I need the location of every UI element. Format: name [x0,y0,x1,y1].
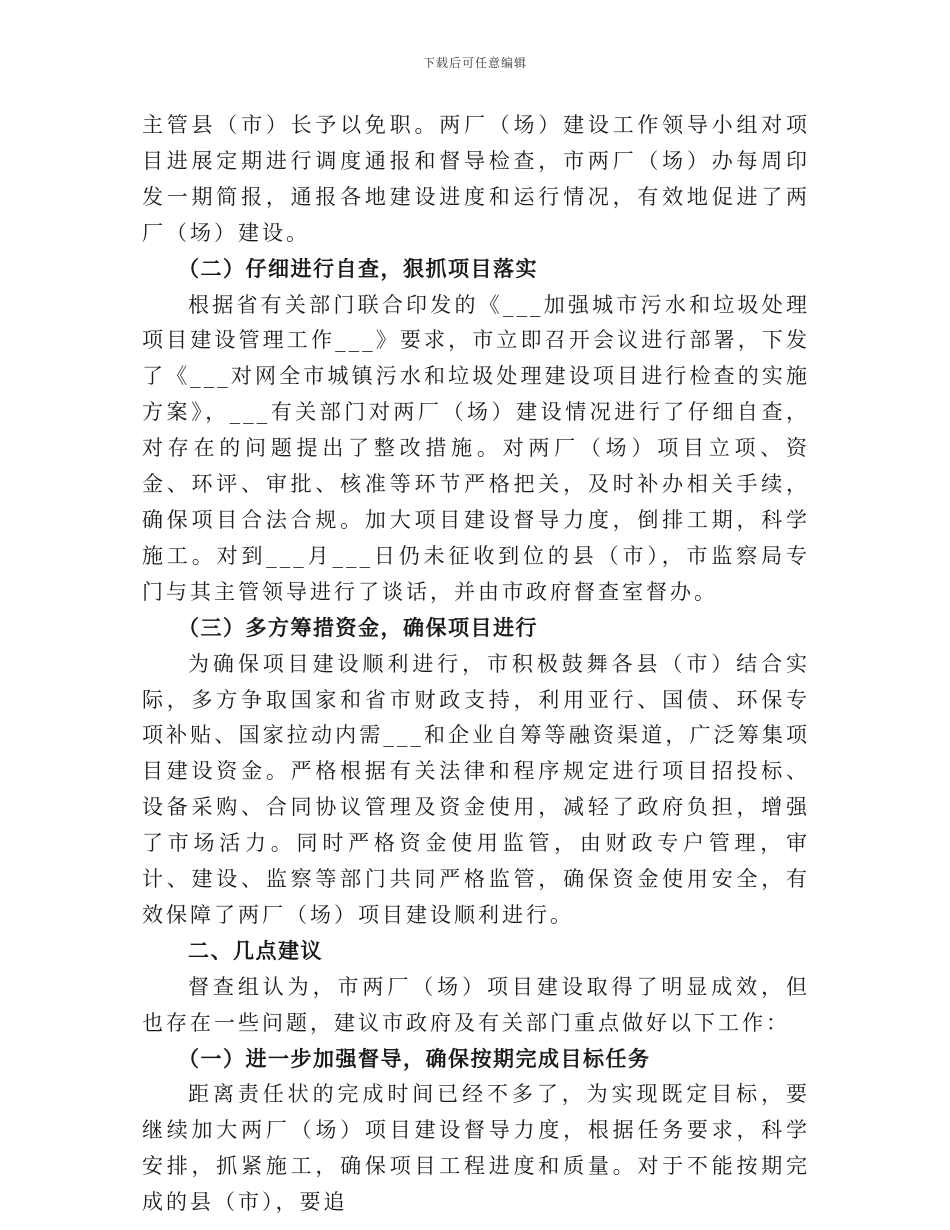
section-heading-3: （三）多方筹措资金，确保项目进行 [178,615,538,640]
paragraph-self-inspection: 根据省有关部门联合印发的《___加强城市污水和垃圾处理项目建设管理工作___》要求，市立即召开会议进行部署，下发了《___对网全市城镇污水和垃圾处理建设项目进行检查的实施方案》，___有关部门对两厂（场）建设情况进行了仔细自查，对存在的问题提出了整改措施。对两厂（场）项目立项、资金、环评、审批、核准等环节严格把关，及时补办相关手续，确保项目合法合规。加大项目建设督导力度，倒排工期，科学施工。对到___月___日仍未征收到位的县（市），市监察局专门与其主管领导进行了谈话，并由市政府督查室督办。 [142,292,810,604]
paragraph-inspection-opinion: 督查组认为，市两厂（场）项目建设取得了明显成效，但也存在一些问题，建议市政府及有关部门重点做好以下工作： [142,974,810,1035]
paragraph-supervision: 距离责任状的完成时间已经不多了，为实现既定目标，要继续加大两厂（场）项目建设督导力度，根据任务要求，科学安排，抓紧施工，确保项目工程进度和质量。对于不能按期完成的县（市），要追 [142,1082,810,1215]
main-heading-suggestions: 二、几点建议 [188,938,323,963]
document-body [142,108,810,1221]
page-header: 下载后可任意编辑 [422,56,527,70]
section-heading-2: （二）仔细进行自查，狠抓项目落实 [178,256,538,281]
paragraph-continuation: 主管县（市）长予以免职。两厂（场）建设工作领导小组对项目进展定期进行调度通报和督导检查，市两厂（场）办每周印发一期简报，通报各地建设进度和运行情况，有效地促进了两厂（场）建设。 [142,113,810,245]
suggestion-heading-1: （一）进一步加强督导，确保按期完成目标任务 [178,1046,651,1071]
paragraph-funding: 为确保项目建设顺利进行，市积极鼓舞各县（市）结合实际，多方争取国家和省市财政支持，利用亚行、国债、环保专项补贴、国家拉动内需___和企业自筹等融资渠道，广泛筹集项目建设资金。严格根据有关法律和程序规定进行项目招投标、设备采购、合同协议管理及资金使用，减轻了政府负担，增强了市场活力。同时严格资金使用监管，由财政专户管理，审计、建设、监察等部门共同严格监管，确保资金使用安全，有效保障了两厂（场）项目建设顺利进行。 [142,651,810,927]
